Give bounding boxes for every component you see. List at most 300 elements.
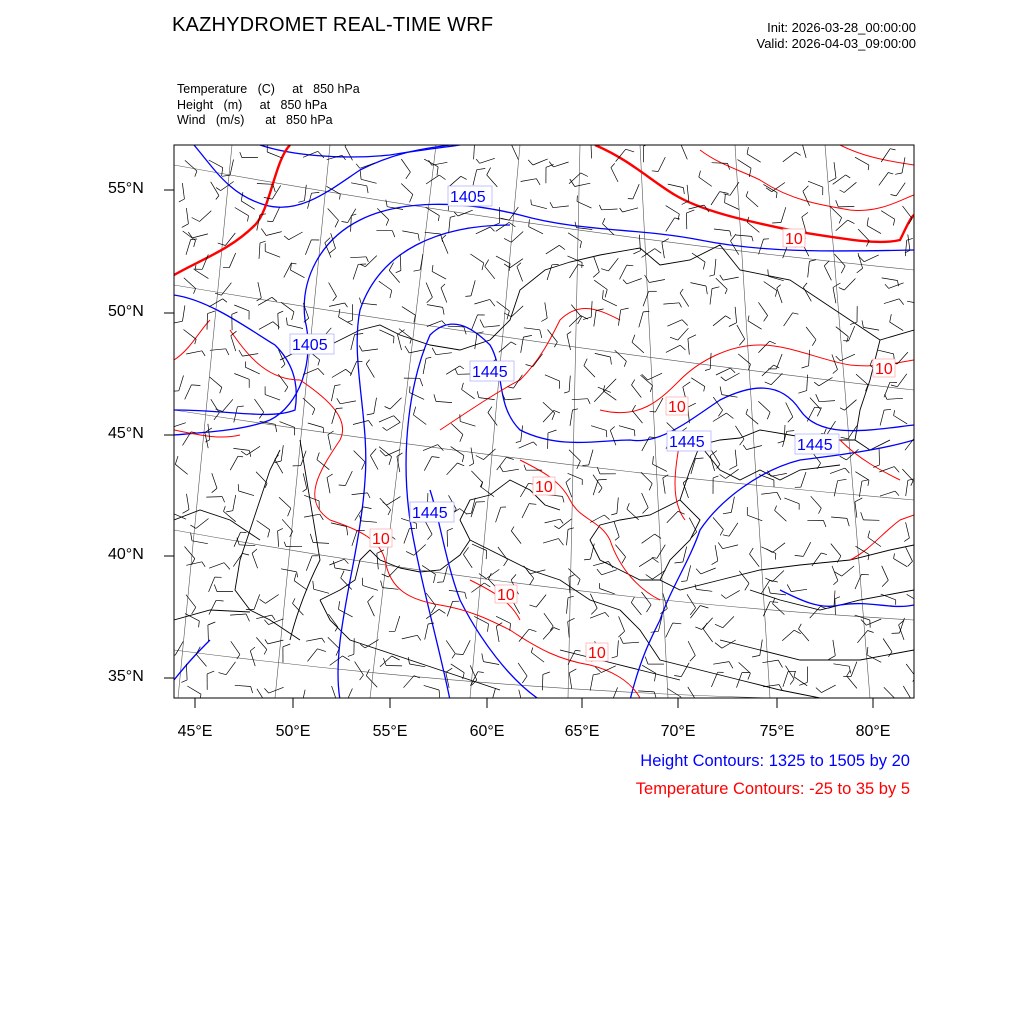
wind-barb bbox=[484, 326, 500, 328]
wind-barb-feather bbox=[599, 205, 601, 210]
wind-barb-feather bbox=[346, 369, 352, 374]
wind-barb-feather bbox=[252, 549, 257, 553]
wind-barb bbox=[612, 687, 618, 702]
wind-barb-feather bbox=[706, 286, 707, 294]
wind-barb bbox=[687, 594, 696, 608]
wind-barb-feather bbox=[360, 675, 364, 680]
wind-barb bbox=[849, 326, 855, 341]
wind-barb bbox=[905, 240, 906, 256]
wind-barb-feather bbox=[568, 596, 574, 598]
wind-barb bbox=[906, 522, 910, 538]
wind-barb-feather bbox=[580, 242, 581, 249]
wind-barb bbox=[485, 266, 495, 279]
wind-barb bbox=[907, 301, 923, 304]
wind-barb-feather bbox=[683, 382, 690, 387]
wind-barb-feather bbox=[824, 261, 829, 266]
wind-barb-feather bbox=[870, 360, 872, 366]
height-contour-legend: Height Contours: 1325 to 1505 by 20 bbox=[640, 752, 910, 770]
wind-barb bbox=[451, 664, 464, 673]
wind-barb bbox=[833, 288, 836, 304]
wind-barb bbox=[401, 159, 410, 172]
wind-barb bbox=[570, 410, 573, 426]
wind-barb-feather bbox=[894, 354, 895, 359]
wind-barb bbox=[687, 565, 691, 581]
wind-barb-feather bbox=[369, 421, 373, 427]
wind-barb bbox=[250, 651, 255, 666]
wind-barb-feather bbox=[333, 561, 335, 568]
temperature-contour-legend: Temperature Contours: -25 to 35 by 5 bbox=[635, 780, 910, 798]
wind-barb-feather bbox=[336, 408, 342, 409]
wind-barb bbox=[683, 547, 687, 563]
wind-barb bbox=[567, 334, 571, 350]
wind-barb-feather bbox=[679, 303, 681, 308]
wind-barb bbox=[542, 674, 543, 690]
wind-barb bbox=[623, 642, 639, 643]
wind-barb bbox=[239, 545, 255, 546]
wind-barb bbox=[615, 545, 625, 557]
wind-barb bbox=[619, 616, 625, 631]
country-borders bbox=[174, 245, 914, 698]
wind-barb-feather bbox=[322, 638, 325, 643]
wind-barb bbox=[279, 497, 291, 508]
wind-barb-feather bbox=[219, 673, 227, 675]
wind-barb bbox=[425, 520, 433, 534]
wind-barb bbox=[771, 473, 787, 476]
wind-barb-feather bbox=[406, 172, 411, 179]
wind-barb-feather bbox=[360, 264, 365, 266]
wind-barb bbox=[256, 637, 267, 649]
wind-barb-feather bbox=[746, 191, 748, 196]
wind-barb-feather bbox=[653, 558, 659, 562]
wind-barb-feather bbox=[335, 627, 338, 631]
wind-barb bbox=[762, 660, 778, 663]
wind-barb bbox=[855, 472, 869, 481]
wind-barb-feather bbox=[712, 561, 718, 565]
wind-barb bbox=[834, 162, 836, 178]
wind-barb bbox=[370, 455, 378, 469]
wind-barb-feather bbox=[205, 440, 209, 442]
wind-barb-feather bbox=[812, 340, 816, 346]
wind-barb-feather bbox=[222, 497, 224, 503]
wind-barb-feather bbox=[566, 478, 571, 482]
wind-barb-feather bbox=[264, 620, 268, 625]
wind-barb bbox=[880, 491, 895, 496]
wind-barb-feather bbox=[476, 456, 484, 460]
wind-barb bbox=[510, 259, 523, 268]
wind-barb bbox=[811, 496, 822, 508]
wind-barb bbox=[723, 277, 739, 280]
wind-barb bbox=[470, 665, 477, 680]
wind-barb bbox=[689, 518, 696, 532]
wind-barb-feather bbox=[718, 542, 722, 548]
wind-barb bbox=[259, 322, 273, 330]
wind-barb bbox=[474, 616, 488, 623]
wind-barb-feather bbox=[675, 218, 680, 219]
wind-barb-feather bbox=[367, 414, 374, 415]
wind-barb bbox=[458, 210, 473, 216]
wind-barb-feather bbox=[729, 323, 737, 327]
lat-label: 40°N bbox=[108, 546, 144, 563]
wind-barb bbox=[882, 566, 889, 581]
lat-label: 55°N bbox=[108, 180, 144, 197]
wind-barb bbox=[426, 175, 439, 184]
map-title: KAZHYDROMET REAL-TIME WRF bbox=[172, 14, 494, 36]
variable-height: Height (m) at 850 hPa bbox=[177, 97, 328, 112]
wind-barb bbox=[690, 283, 706, 286]
wind-barb-feather bbox=[345, 303, 348, 307]
wind-barb bbox=[186, 562, 202, 566]
wind-barb bbox=[529, 227, 543, 234]
wind-barb bbox=[209, 600, 216, 614]
wind-barb-feather bbox=[710, 451, 717, 456]
wind-barb-feather bbox=[242, 553, 249, 555]
wind-barb bbox=[196, 654, 206, 666]
wind-barb-feather bbox=[569, 669, 576, 673]
wind-barb bbox=[210, 377, 222, 387]
wind-barb bbox=[807, 375, 808, 391]
wind-barb bbox=[340, 401, 356, 404]
wind-barb bbox=[666, 218, 675, 232]
wind-barb bbox=[701, 568, 716, 574]
wind-barb-feather bbox=[715, 624, 723, 627]
wind-barb-feather bbox=[885, 284, 889, 288]
axis-ticks bbox=[164, 190, 873, 708]
wind-barb-feather bbox=[522, 676, 527, 683]
wind-barb-feather bbox=[895, 491, 899, 496]
wind-barb-feather bbox=[775, 506, 777, 511]
wind-barb bbox=[881, 211, 895, 220]
wind-barb bbox=[680, 293, 689, 307]
wind-barb bbox=[543, 539, 558, 544]
wind-barb bbox=[258, 282, 261, 298]
wind-barb bbox=[185, 547, 195, 559]
wind-barb bbox=[609, 258, 619, 271]
wind-barb bbox=[474, 143, 475, 159]
wind-barb bbox=[545, 302, 547, 318]
height-label: 1445 bbox=[669, 434, 705, 451]
wind-barb bbox=[761, 492, 777, 494]
wind-barb-feather bbox=[840, 456, 847, 460]
wind-barb bbox=[902, 157, 905, 173]
wind-barb-feather bbox=[260, 241, 266, 243]
wind-barb-feather bbox=[438, 445, 444, 451]
wind-barb bbox=[667, 320, 682, 327]
wind-barb-feather bbox=[721, 377, 726, 381]
temperature-label: 10 bbox=[875, 361, 893, 378]
wind-barb bbox=[496, 616, 510, 623]
wind-barb bbox=[447, 463, 458, 475]
wind-barb-feather bbox=[573, 409, 579, 410]
wind-barb bbox=[427, 321, 442, 327]
wind-barb-feather bbox=[500, 466, 503, 472]
wind-barb-feather bbox=[347, 320, 352, 322]
wind-barb-feather bbox=[593, 674, 600, 675]
wind-barb bbox=[831, 544, 841, 556]
wind-barb bbox=[894, 559, 908, 567]
wind-barb-feather bbox=[381, 581, 383, 588]
wind-barb-feather bbox=[750, 548, 754, 554]
wind-barb bbox=[553, 206, 569, 208]
wind-barb-feather bbox=[564, 392, 569, 393]
wind-barb bbox=[602, 570, 617, 575]
wind-barb-feather bbox=[241, 451, 246, 455]
wind-barb-feather bbox=[861, 512, 864, 520]
wind-barb-feather bbox=[695, 584, 696, 589]
wind-barb bbox=[772, 571, 784, 582]
wind-barb bbox=[713, 316, 726, 326]
wind-barb bbox=[567, 529, 569, 545]
wind-barb-feather bbox=[723, 535, 729, 536]
wind-barb bbox=[726, 590, 740, 598]
wind-barb bbox=[284, 263, 291, 277]
wind-barb-feather bbox=[846, 175, 851, 178]
wind-barb-feather bbox=[841, 266, 845, 273]
wind-barb-feather bbox=[434, 574, 436, 583]
wind-barb bbox=[278, 374, 288, 387]
wind-barb-feather bbox=[868, 480, 869, 486]
wind-barb-feather bbox=[568, 618, 575, 621]
wind-barb-feather bbox=[293, 705, 302, 706]
wind-barb bbox=[187, 494, 190, 510]
wind-barb-feather bbox=[386, 200, 387, 207]
wind-barb bbox=[395, 616, 400, 631]
wind-barb bbox=[714, 259, 716, 275]
wind-barb-feather bbox=[529, 219, 530, 226]
wind-barb bbox=[642, 493, 649, 508]
wind-barb bbox=[602, 209, 618, 210]
wind-barb-feather bbox=[715, 643, 722, 649]
wind-barb bbox=[486, 569, 499, 578]
wind-barb-feather bbox=[531, 200, 532, 205]
wind-barb-feather bbox=[654, 692, 656, 697]
wind-barb-feather bbox=[817, 409, 820, 416]
wind-barb-feather bbox=[480, 320, 484, 328]
wind-barb-feather bbox=[437, 167, 438, 176]
wind-barb-feather bbox=[802, 138, 808, 143]
wind-barb bbox=[241, 201, 255, 209]
wind-barb bbox=[368, 602, 375, 617]
wind-barb-feather bbox=[226, 511, 233, 512]
wind-barb bbox=[230, 614, 246, 615]
wind-barb-feather bbox=[394, 416, 400, 422]
wind-barb-feather bbox=[643, 311, 649, 312]
wind-barb-feather bbox=[731, 234, 736, 241]
wind-barb bbox=[658, 157, 665, 171]
temperature-label: 10 bbox=[372, 531, 390, 548]
wind-barb-feather bbox=[272, 615, 275, 620]
wind-barb bbox=[736, 235, 752, 236]
wind-barb-feather bbox=[457, 463, 464, 466]
wind-barb-feather bbox=[478, 672, 484, 673]
wind-barb bbox=[887, 398, 903, 399]
wind-barb bbox=[731, 241, 739, 255]
wind-barb bbox=[758, 401, 770, 412]
valid-time: Valid: 2026-04-03_09:00:00 bbox=[756, 36, 916, 51]
wind-barb-feather bbox=[839, 288, 845, 290]
wind-barb bbox=[543, 628, 554, 640]
wind-barb-feather bbox=[581, 173, 588, 177]
wind-barb bbox=[186, 664, 187, 680]
wind-barb bbox=[611, 168, 618, 182]
wind-barb bbox=[889, 283, 904, 289]
wind-barb-feather bbox=[286, 318, 287, 325]
wind-barb-feather bbox=[670, 337, 678, 340]
wind-barb bbox=[590, 675, 593, 691]
wind-barb bbox=[346, 689, 353, 704]
wind-barb-feather bbox=[488, 573, 491, 579]
wind-barb bbox=[413, 415, 426, 425]
wind-barb bbox=[703, 629, 712, 642]
wind-barb-feather bbox=[632, 405, 635, 411]
wind-barb bbox=[855, 157, 869, 165]
wind-barb bbox=[207, 314, 208, 330]
wind-barb bbox=[206, 497, 222, 498]
wind-barb bbox=[233, 553, 242, 566]
wind-barb bbox=[883, 639, 892, 652]
wind-barb bbox=[254, 594, 260, 609]
wind-barb bbox=[545, 375, 560, 381]
wind-barb bbox=[247, 446, 260, 455]
wind-barb bbox=[447, 601, 452, 616]
wind-barb bbox=[610, 430, 616, 445]
wind-barb bbox=[471, 448, 474, 464]
wind-barb-feather bbox=[605, 290, 607, 298]
wind-barb-feather bbox=[894, 410, 895, 415]
temperature-label: 10 bbox=[535, 479, 553, 496]
wind-barb bbox=[632, 342, 644, 353]
wind-barb bbox=[351, 183, 367, 186]
wind-barb-feather bbox=[368, 493, 371, 498]
wind-barb bbox=[463, 640, 470, 654]
wind-barb bbox=[402, 231, 418, 234]
wind-barb-feather bbox=[655, 673, 656, 681]
wind-barb-feather bbox=[568, 528, 574, 530]
wind-barb bbox=[641, 375, 653, 386]
wind-barb-feather bbox=[540, 330, 542, 338]
wind-barb bbox=[568, 569, 580, 580]
wind-barb-feather bbox=[531, 648, 533, 653]
wind-barb-feather bbox=[488, 407, 492, 413]
wind-barb bbox=[833, 640, 835, 656]
wind-barb bbox=[186, 208, 188, 224]
wind-barb bbox=[362, 349, 378, 351]
wind-barb-feather bbox=[485, 260, 489, 267]
graticule bbox=[174, 145, 914, 700]
wind-barb-feather bbox=[284, 542, 286, 547]
wind-barb bbox=[268, 640, 284, 644]
wind-barb-feather bbox=[911, 481, 913, 486]
height-label: 1445 bbox=[412, 505, 448, 522]
wind-barb-feather bbox=[367, 186, 368, 193]
wind-barb-feather bbox=[432, 265, 433, 271]
wind-barb-feather bbox=[175, 456, 178, 464]
wind-barb bbox=[257, 184, 273, 185]
wind-barb bbox=[714, 229, 730, 231]
wind-barb bbox=[688, 339, 689, 355]
wind-barb-feather bbox=[462, 456, 464, 462]
wind-barb-feather bbox=[794, 672, 795, 677]
wind-barb-feather bbox=[166, 422, 170, 427]
wind-barb-feather bbox=[220, 387, 222, 393]
wind-barb-feather bbox=[605, 612, 609, 616]
lat-label: 35°N bbox=[108, 668, 144, 685]
wind-barb bbox=[287, 325, 303, 329]
wind-barb bbox=[432, 271, 446, 279]
wind-barb bbox=[402, 307, 416, 316]
wind-barb-feather bbox=[816, 394, 819, 402]
wind-barb-feather bbox=[511, 574, 516, 580]
wind-barb bbox=[710, 456, 714, 471]
wind-barb-feather bbox=[318, 360, 320, 366]
wind-barb-feather bbox=[341, 571, 344, 578]
wind-barb-feather bbox=[868, 531, 870, 538]
wind-barb-feather bbox=[452, 654, 455, 659]
wind-barb-feather bbox=[597, 569, 602, 575]
wind-barb bbox=[259, 243, 260, 259]
wind-barb-feather bbox=[318, 368, 324, 374]
wind-barb-feather bbox=[680, 345, 685, 350]
wind-barb-feather bbox=[803, 186, 809, 192]
wind-barb-feather bbox=[260, 599, 266, 603]
wind-barb bbox=[569, 265, 578, 279]
wind-barb-feather bbox=[337, 398, 340, 404]
wind-barb bbox=[782, 630, 794, 641]
wind-barb-feather bbox=[355, 334, 364, 335]
wind-barb bbox=[638, 691, 654, 692]
wind-barb-feather bbox=[721, 595, 726, 599]
wind-barb bbox=[182, 183, 184, 199]
wind-barb bbox=[905, 438, 915, 451]
wind-barb bbox=[235, 208, 249, 216]
wind-barb-feather bbox=[712, 287, 719, 289]
wind-barb-feather bbox=[340, 194, 341, 199]
wind-barb bbox=[354, 451, 365, 462]
wind-barb-feather bbox=[647, 605, 652, 612]
wind-barb bbox=[627, 279, 642, 284]
wind-barb-feather bbox=[709, 275, 714, 276]
wind-barb bbox=[205, 433, 208, 449]
wind-barb-feather bbox=[455, 369, 457, 375]
wind-barb-feather bbox=[392, 231, 394, 237]
wind-barb-feather bbox=[632, 335, 635, 342]
wind-barb bbox=[401, 184, 413, 195]
wind-barb bbox=[306, 638, 322, 641]
wind-barb-feather bbox=[904, 538, 909, 542]
wind-barb-feather bbox=[769, 587, 771, 594]
wind-barb bbox=[422, 565, 435, 574]
wind-barb bbox=[906, 480, 908, 496]
wind-barb bbox=[209, 563, 224, 569]
wind-barb bbox=[758, 302, 767, 315]
wind-barb-feather bbox=[885, 394, 887, 399]
wind-barb bbox=[777, 288, 782, 303]
wind-barb-feather bbox=[627, 265, 634, 266]
wind-barb bbox=[473, 170, 477, 186]
wind-barb-feather bbox=[250, 647, 255, 651]
wind-barb bbox=[642, 534, 655, 543]
wind-barb bbox=[858, 229, 869, 241]
wind-barb-feather bbox=[681, 139, 687, 145]
wind-barb-feather bbox=[795, 555, 804, 556]
wind-barb bbox=[858, 253, 863, 268]
wind-barb-feather bbox=[482, 263, 484, 270]
wind-barb-feather bbox=[787, 431, 795, 432]
lon-label: 45°E bbox=[177, 723, 213, 740]
wind-barb-feather bbox=[778, 660, 782, 668]
wind-barb bbox=[894, 416, 908, 424]
wind-barb-feather bbox=[294, 574, 296, 581]
lon-label: 60°E bbox=[469, 723, 505, 740]
